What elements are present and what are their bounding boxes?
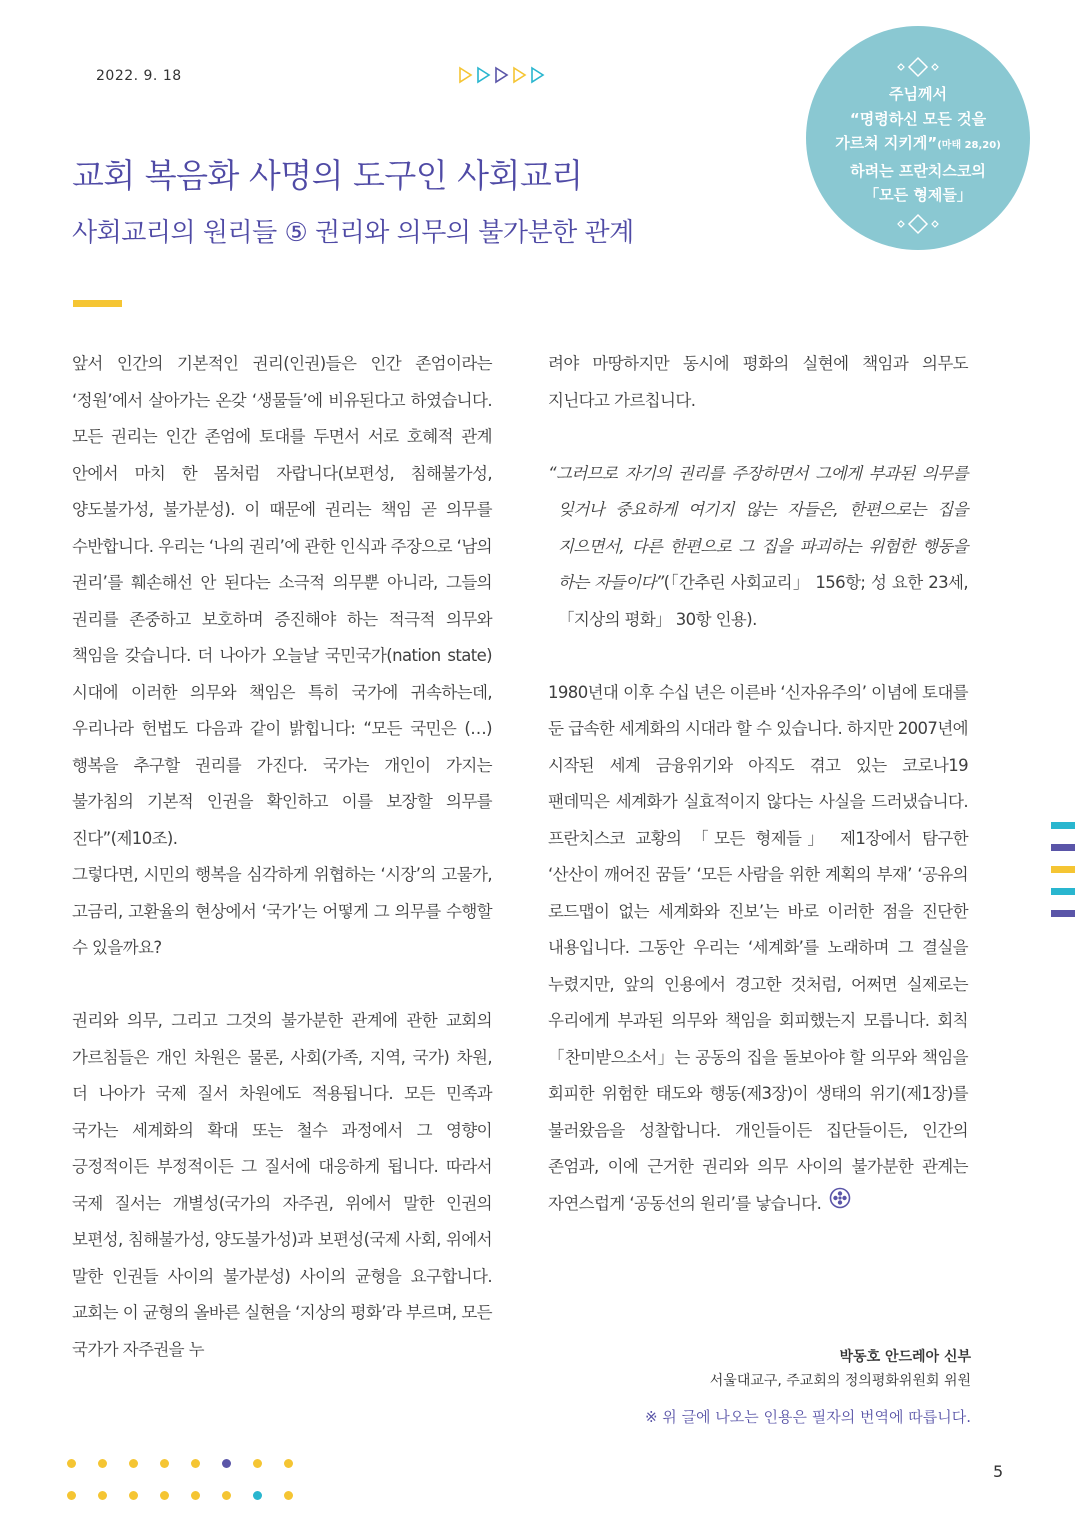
triangle-arrow-icon: [476, 66, 491, 84]
badge-line-1: 주님께서: [889, 85, 947, 103]
decor-dot: [191, 1459, 200, 1468]
decor-dot: [160, 1491, 169, 1500]
badge-line-3-main: 가르쳐 지키게”: [835, 134, 938, 152]
body-column-left: [72, 346, 492, 1368]
decor-dot: [222, 1491, 231, 1500]
diamond-ornament-icon: [806, 56, 1030, 78]
side-color-bars: [1051, 822, 1075, 932]
block-quote: [548, 456, 968, 639]
end-mark-icon: [829, 1186, 851, 1223]
decor-dot: [129, 1491, 138, 1500]
decor-dot: [129, 1459, 138, 1468]
side-color-bar: [1051, 866, 1075, 873]
badge-line-2: “명령하신 모든 것을: [849, 109, 987, 128]
triangle-arrow-icon: [494, 66, 509, 84]
body-paragraph: 권리와 의무, 그리고 그것의 불가분한 관계에 관한 교회의 가르침들은 개인 차원은 물론, 사회(가족, 지역, 국가) 차원, 더 나아가 국제 질서 차원에도 적용됩니다. 모든 민족과 국가는 세계화의 확대 또는 철수 과정에서 그 영향이 긍정적이든 부정적이든 그 질서에 대응하게 됩니다. 따라서 국제 질서는 개별성(국가의 자주권, 위에서 말한 인권의 보편성, 침해불가성, 양도불가성)과 보편성(국제 사회, 위에서 말한 인권들 사이의 불가분성) 사이의 균형을 요구합니다. 교회는 이 균형의 올바른 실현을 ‘지상의 평화’라 부르며, 모든 국가가 자주권을 누: [72, 1011, 492, 1359]
decor-dot: [284, 1491, 293, 1500]
decor-dot: [67, 1491, 76, 1500]
quote-text: “그러므로 자기의 권리를 주장하면서 그에게 부과된 의무를 잊거나 중요하게 여기지 않는 자들은, 한편으로는 집을 지으면서, 다른 한편으로 그 집을 파괴하는 위험한 행동을 하는 자들이다”: [548, 463, 968, 592]
arrow-decoration: [458, 66, 545, 84]
author-name: 박동호 안드레아 신부: [839, 1349, 971, 1365]
side-color-bar: [1051, 910, 1075, 917]
author-affiliation: 서울대교구, 주교회의 정의평화위원회 위원: [709, 1373, 971, 1389]
body-paragraph: 앞서 인간의 기본적인 권리(인권)들은 인간 존엄이라는 ‘정원’에서 살아가는 온갖 ‘생물들’에 비유된다고 하였습니다. 모든 권리는 인간 존엄에 토대를 두면서 서로 호혜적 관계 안에서 마치 한 몸처럼 자랍니다(보편성, 침해불가성, 양도불가성, 불가분성). 이 때문에 권리는 책임 곧 의무를 수반합니다. 우리는 ‘나의 권리’에 관한 인식과 주장으로 ‘남의 권리’를 훼손해선 안 된다는 소극적 의무뿐 아니라, 그들의 권리를 존중하고 보호하며 증진해야 하는 적극적 의무와 책임을 갖습니다. 더 나아가 오늘날 국민국가(nation state) 시대에 이러한 의무와 책임은 특히 국가에 귀속하는데, 우리나라 헌법도 다음과 같이 밝힙니다: “모든 국민은 (…) 행복을 추구할 권리를 가진다. 국가는 개인이 가지는 불가침의 기본적 인권을 확인하고 이를 보장할 의무를 진다”(제10조).: [72, 354, 492, 848]
issue-date: 2022. 9. 18: [96, 68, 182, 84]
body-paragraph: [548, 675, 968, 1223]
body-paragraph-text: 1980년대 이후 수십 년은 이른바 ‘신자유주의’ 이념에 토대를 둔 급속한 세계화의 시대라 할 수 있습니다. 하지만 2007년에 시작된 세계 금융위기와 아직도 겪고 있는 코로나19 팬데믹은 세계화가 실효적이지 않다는 사실을 드러냈습니다. 프란치스코 교황의 「모든 형제들」 제1장에서 탐구한 ‘산산이 깨어진 꿈들’ ‘모든 사람을 위한 계획의 부재’ ‘공유의 로드맵이 없는 세계화와 진보’는 바로 이러한 점을 진단한 내용입니다. 그동안 우리는 ‘세계화’를 노래하며 그 결실을 누렸지만, 앞의 인용에서 경고한 것처럼, 어쩌면 실제로는 우리에게 부과된 의무와 책임을 회피했는지 모릅니다. 회칙 「찬미받으소서」는 공동의 집을 돌보아야 할 의무와 책임을 회피한 위험한 태도와 행동(제3장)이 생태의 위기(제1장)를 불러왔음을 성찰합니다. 개인들이든 집단들이든, 인간의 존엄과, 이에 근거한 권리와 의무 사이의 불가분한 관계는 자연스럽게 ‘공동선의 원리’를 낳습니다.: [548, 682, 968, 1213]
decor-dot: [222, 1459, 231, 1468]
decor-dot: [191, 1491, 200, 1500]
quote-citation: (「간추린 사회교리」 156항; 성 요한 23세, 「지상의 평화」 30항 인용).: [558, 573, 968, 629]
decor-dot: [253, 1459, 262, 1468]
triangle-arrow-icon: [458, 66, 473, 84]
decor-dot: [98, 1491, 107, 1500]
body-paragraph: 려야 마땅하지만 동시에 평화의 실현에 책임과 의무도 지닌다고 가르칩니다.: [548, 354, 968, 410]
badge-line-5: 「모든 형제들」: [864, 186, 972, 204]
triangle-arrow-icon: [530, 66, 545, 84]
translation-note: ※ 위 글에 나오는 인용은 필자의 번역에 따릅니다.: [644, 1408, 971, 1426]
decor-dot: [253, 1491, 262, 1500]
badge-text: [806, 82, 1030, 208]
body-paragraph: 그렇다면, 시민의 행복을 심각하게 위협하는 ‘시장’의 고물가, 고금리, 고환율의 현상에서 ‘국가’는 어떻게 그 의무를 수행할 수 있을까요?: [72, 865, 492, 957]
decor-dot: [160, 1459, 169, 1468]
badge-bible-ref: (마태 28,20): [937, 140, 1001, 151]
page-subtitle: 사회교리의 원리들 ⑤ 권리와 의무의 불가분한 관계: [72, 218, 634, 248]
circle-badge: [806, 26, 1030, 250]
decor-dot: [284, 1459, 293, 1468]
badge-line-3: [806, 131, 1030, 159]
decor-dot: [67, 1459, 76, 1468]
title-underline-bar: [73, 300, 122, 307]
decor-dot: [98, 1459, 107, 1468]
side-color-bar: [1051, 888, 1075, 895]
page-number: 5: [993, 1462, 1004, 1481]
side-color-bar: [1051, 822, 1075, 829]
side-color-bar: [1051, 844, 1075, 851]
diamond-ornament-icon: [806, 213, 1030, 235]
triangle-arrow-icon: [512, 66, 527, 84]
body-column-right: [548, 346, 968, 1222]
badge-line-4: 하려는 프란치스코의: [850, 161, 986, 180]
page-title: 교회 복음화 사명의 도구인 사회교리: [72, 156, 583, 195]
